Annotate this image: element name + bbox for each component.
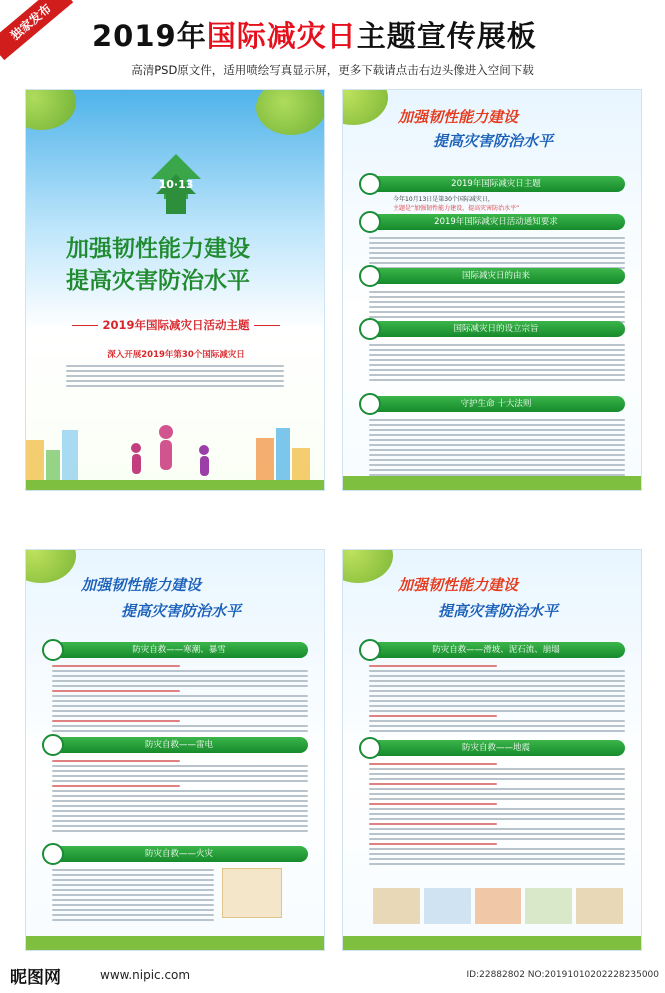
cover-headline-1: 加强韧性能力建设 [66, 236, 250, 262]
section-notice: 2019年国际减灾日活动通知要求 [367, 214, 625, 230]
section-cold-snow: 防灾自救——寒潮、暴雪 [50, 642, 308, 658]
site-url: www.nipic.com [100, 968, 191, 982]
page-title [92, 14, 537, 55]
page-header [0, 0, 665, 84]
section-badge-icon [359, 173, 381, 195]
section-badge-icon [359, 737, 381, 759]
grass-decoration [343, 476, 642, 490]
disaster-day-logo-icon [146, 154, 206, 224]
fire-body-text [52, 866, 214, 924]
section-badge-icon [42, 639, 64, 661]
section-landslide: 防灾自救——滑坡、泥石流、崩塌 [367, 642, 625, 658]
headline-1: 加强韧性能力建设 [398, 576, 519, 594]
page-subtitle: 高清PSD原文件，适用喷绘写真显示屏，更多下载请点击右边头像进入空间下载 [131, 63, 534, 77]
title-year: 2019年 [92, 19, 207, 53]
cover-headline-2: 提高灾害防治水平 [66, 268, 250, 294]
section-badge-icon [359, 639, 381, 661]
section-fire: 防灾自救——火灾 [50, 846, 308, 862]
rules-body-text [369, 416, 625, 479]
tree-leaves-decoration [256, 89, 325, 135]
section-badge-icon [359, 318, 381, 340]
poster-cover [25, 89, 325, 491]
city-skyline-illustration [26, 410, 325, 490]
section-purpose: 国际减灾日的设立宗旨 [367, 321, 625, 337]
tree-leaves-decoration [25, 549, 76, 583]
poster-winter-lightning-fire [25, 549, 325, 951]
site-watermark [0, 955, 665, 993]
tree-leaves-decoration [342, 89, 388, 125]
section-lightning: 防灾自救——雷电 [50, 737, 308, 753]
exclusive-ribbon: 独家发布 [0, 0, 73, 60]
svg-text:10·13: 10·13 [158, 178, 194, 191]
section-origin: 国际减灾日的由来 [367, 268, 625, 284]
cover-theme: 2019年国际减灾日活动主题 [26, 317, 325, 333]
poster-theme-info [342, 89, 642, 491]
title-rest: 主题宣传展板 [356, 19, 537, 53]
poster-landslide-earthquake [342, 549, 642, 951]
section-badge-icon [359, 211, 381, 233]
section-rules: 守护生命 十大法则 [367, 396, 625, 412]
headline-2: 提高灾害防治水平 [433, 132, 554, 150]
cold-snow-body-text [52, 662, 308, 735]
cover-caption: 深入开展2019年第30个国际减灾日 [107, 350, 245, 360]
title-highlight: 国际减灾日 [206, 19, 357, 53]
section-theme: 2019年国际减灾日主题 [367, 176, 625, 192]
landslide-body-text [369, 662, 625, 735]
section-badge-icon [359, 393, 381, 415]
intro-line-1: 今年10月13日是第30个国际减灾日， [393, 196, 494, 203]
tree-leaves-decoration [25, 89, 76, 130]
grass-decoration [26, 936, 325, 950]
headline-2: 提高灾害防治水平 [121, 602, 242, 620]
tree-leaves-decoration [342, 549, 393, 583]
section-badge-icon [42, 843, 64, 865]
cover-body-text [66, 362, 284, 390]
earthquake-illustrations [373, 888, 623, 924]
section-badge-icon [42, 734, 64, 756]
section-badge-icon [359, 265, 381, 287]
section-earthquake: 防灾自救——地震 [367, 740, 625, 756]
image-id-text: ID:22882802 NO:20191010202228235000 [466, 970, 659, 980]
headline-1: 加强韧性能力建设 [398, 108, 519, 126]
purpose-body-text [369, 341, 625, 384]
earthquake-body-text [369, 760, 625, 868]
intro-line-2: 主题是“加强韧性能力建设，提高灾害防治水平” [393, 205, 520, 212]
lightning-body-text [52, 757, 308, 835]
fire-escape-illustration [222, 868, 282, 918]
headline-1: 加强韧性能力建设 [81, 576, 202, 594]
site-brand: 昵图网 [10, 968, 61, 988]
grass-decoration [343, 936, 642, 950]
headline-2: 提高灾害防治水平 [438, 602, 559, 620]
